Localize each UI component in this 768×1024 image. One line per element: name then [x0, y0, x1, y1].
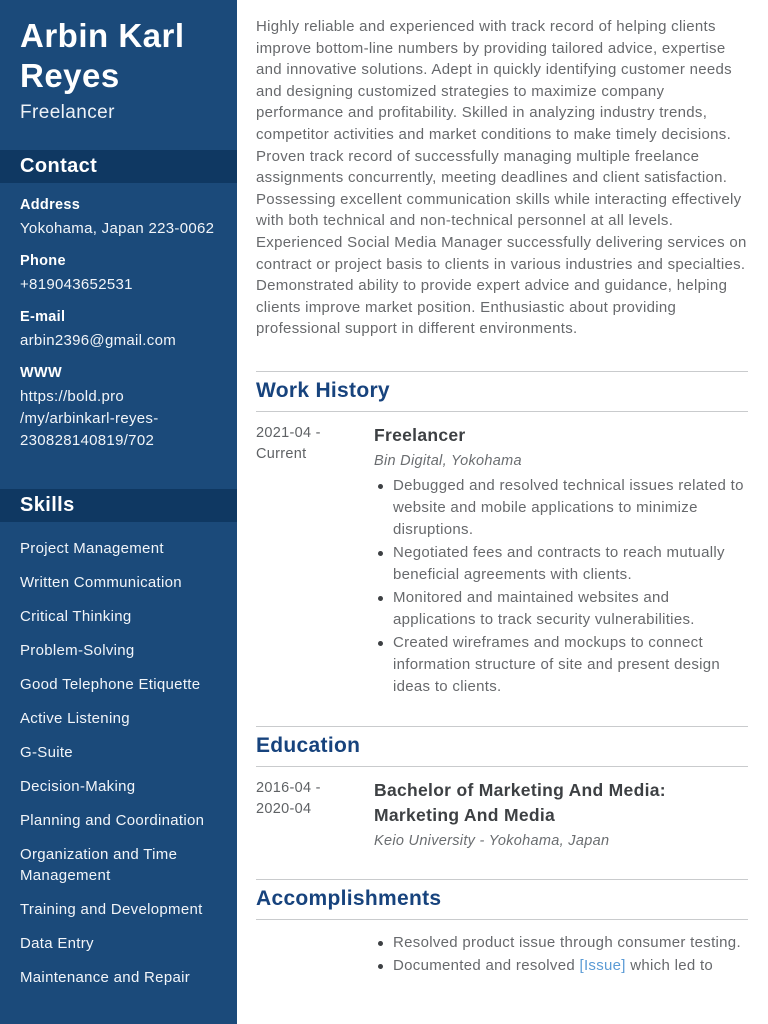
skill-item: Planning and Coordination: [20, 812, 205, 829]
accomplishments-entry: [256, 920, 748, 978]
skill-item: Project Management: [20, 540, 164, 557]
work-entry: [256, 423, 748, 699]
work-bullet: Monitored and maintained websites and applications to track security vulnerabilities.: [374, 587, 748, 631]
accomplishments-bullets: [374, 932, 748, 977]
www-url-line[interactable]: /my/arbinkarl-reyes-: [20, 410, 159, 427]
work-history-header: [256, 371, 748, 412]
work-bullet: Created wireframes and mockups to connect information structure of site and present design ideas to clients.: [374, 632, 748, 698]
work-entry-title: Freelancer: [374, 424, 466, 445]
www-url-line[interactable]: https://bold.pro: [20, 388, 125, 405]
work-bullet: Negotiated fees and contracts to reach mutually beneficial agreements with clients.: [374, 542, 748, 586]
contact-list: [0, 183, 237, 452]
education-degree: Bachelor of Marketing And Media: Marketing And Media: [374, 779, 666, 825]
education-date-start: 2016-04 -: [256, 779, 321, 796]
contact-item-address: [20, 197, 223, 240]
work-entry-bullets: [374, 475, 748, 698]
skill-item: Active Listening: [20, 710, 130, 727]
skill-item: Good Telephone Etiquette: [20, 676, 201, 693]
main-content: [237, 0, 768, 1024]
skills-heading: Skills: [20, 494, 75, 516]
skills-section-header: [0, 489, 237, 522]
education-date-end: 2020-04: [256, 800, 312, 817]
www-url[interactable]: [20, 386, 223, 452]
accomplishment-text: Documented and resolved: [393, 956, 580, 974]
accomplishments-header: [256, 879, 748, 920]
www-label: WWW: [20, 365, 62, 381]
skill-item: Training and Development: [20, 901, 203, 918]
work-entry-dates: [256, 423, 374, 699]
phone-label: Phone: [20, 253, 66, 269]
contact-item-phone: [20, 253, 223, 296]
education-header: [256, 726, 748, 767]
education-heading: Education: [256, 733, 361, 757]
skill-item: Decision-Making: [20, 778, 136, 795]
skill-item: Problem-Solving: [20, 642, 135, 659]
contact-item-email: [20, 309, 223, 352]
issue-link[interactable]: [Issue]: [579, 956, 626, 974]
accomplishment-bullet: Resolved product issue through consumer testing.: [374, 932, 748, 954]
person-job-title: Freelancer: [20, 102, 115, 123]
work-bullet: Debugged and resolved technical issues related to website and mobile applications to minimize disruptions.: [374, 475, 748, 541]
skill-item: Data Entry: [20, 935, 94, 952]
professional-summary: Highly reliable and experienced with track record of helping clients improve bottom-line numbers by providing tailored advice, expertise and innovative solutions. Adept in quickly identifying customer needs and designing customized strategies to maximize company performance and profitability. Skilled in analyzing industry trends, competitor activities and market conditions to make timely decisions. Proven track record of successfully managing multiple freelance assignments concurrently, meeting deadlines and client satisfaction. Possessing excellent communication skills while interacting effectively with both technical and non-technical personnel at all levels. Experienced Social Media Manager successfully delivering services on contract or project basis to clients in various industries and specialties. Demonstrated ability to provide expert advice and guidance, helping clients improve market position. Enthusiastic about providing professional support in different environments.: [256, 18, 747, 338]
address-label: Address: [20, 197, 81, 213]
skill-item: Maintenance and Repair: [20, 969, 191, 986]
education-entry-dates: [256, 778, 374, 849]
accomplishments-heading: Accomplishments: [256, 886, 442, 910]
accomplishment-bullet: [374, 955, 748, 977]
person-name: Arbin Karl Reyes: [20, 17, 185, 94]
education-entry-body: [374, 778, 748, 849]
email-label: E-mail: [20, 309, 66, 325]
education-section: [256, 726, 748, 849]
education-school: Keio University - Yokohama, Japan: [374, 832, 610, 849]
work-date-end: Current: [256, 445, 307, 462]
accomplishment-text: which led to: [625, 956, 714, 974]
skill-item: Written Communication: [20, 574, 182, 591]
www-url-line[interactable]: 230828140819/702: [20, 432, 155, 449]
skills-list: [0, 522, 237, 988]
skill-item: Organization and Time Management: [20, 846, 178, 884]
skill-item: G-Suite: [20, 744, 73, 761]
work-entry-company: Bin Digital, Yokohama: [374, 452, 522, 469]
email-value: arbin2396@gmail.com: [20, 332, 177, 349]
accomplishments-body: [374, 932, 748, 978]
work-history-section: [256, 371, 748, 699]
phone-value: +819043652531: [20, 276, 133, 293]
education-entry: [256, 778, 748, 849]
work-date-start: 2021-04 -: [256, 424, 321, 441]
contact-section-header: [0, 150, 237, 183]
accomplishments-section: [256, 879, 748, 978]
contact-heading: Contact: [20, 155, 98, 177]
work-entry-body: [374, 423, 748, 699]
address-value: Yokohama, Japan 223-0062: [20, 220, 215, 237]
accomplishments-date-spacer: [256, 932, 374, 978]
contact-item-www: [20, 365, 223, 452]
work-history-heading: Work History: [256, 378, 390, 402]
sidebar: [0, 0, 237, 1024]
skill-item: Critical Thinking: [20, 608, 132, 625]
